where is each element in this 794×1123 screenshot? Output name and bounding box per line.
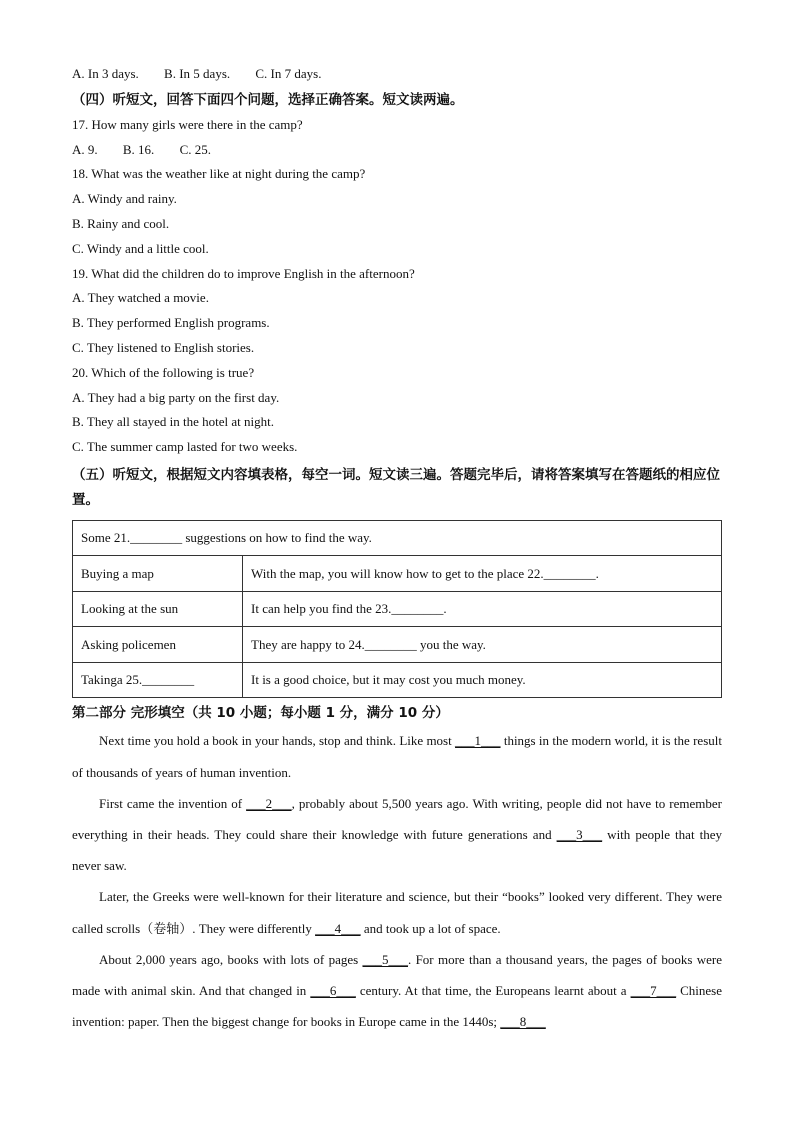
cloze-blank-7: ___7___ [630, 983, 677, 999]
q19-option-b: B. They performed English programs. [72, 315, 270, 331]
q18-option-c: C. Windy and a little cool. [72, 240, 209, 256]
passage-text: , probably about 5,500 years ago. With writing, people did not have to remember everything in their heads. They could share their knowledge with future generations and [72, 795, 722, 843]
passage-text: . For more than a thousand years, the pages of books were made with animal skin. And that changed in [72, 951, 722, 999]
cloze-blank-5: ___5___ [362, 951, 408, 967]
passage-text: century. At that time, the Europeans learnt about a [355, 983, 631, 999]
section5-heading: （五）听短文，根据短文内容填表格，每空一词。短文读三遍。答题完毕后，请将答案填写在答题纸的相应位置。 [72, 466, 720, 508]
passage-paragraph-1 [72, 725, 722, 787]
q18-option-b: B. Rainy and cool. [72, 215, 170, 231]
table-cell-left: Asking policemen [73, 627, 243, 663]
exam-page [72, 62, 722, 1037]
table-cell-right: They are happy to 24.________ you the way. [243, 627, 722, 663]
table-cell-right: It can help you find the 23.________. [243, 591, 722, 627]
passage-paragraph-3 [72, 881, 722, 943]
passage-text: Next time you hold a book in your hands, stop and think. Like most [99, 733, 456, 749]
cloze-blank-3: ___3___ [556, 827, 603, 843]
passage-text: Chinese invention: paper. Then the biggest change for books in Europe came in the 1440s; [72, 983, 722, 1030]
passage-text: and took up a lot of space. [360, 920, 501, 936]
passage-text: First came the invention of [99, 795, 247, 811]
fill-in-table [72, 520, 722, 699]
cloze-blank-4: ___4___ [315, 920, 361, 936]
cloze-blank-8: ___8___ [500, 1014, 546, 1030]
table-header-cell: Some 21.________ suggestions on how to find the way. [73, 520, 722, 556]
q20-option-b: B. They all stayed in the hotel at night. [72, 414, 274, 430]
q17-option-a: A. 9. [72, 141, 98, 157]
passage-text: Later, the Greeks were well-known for their literature and science, but their “books” looked very different. They were called scrolls（卷轴）. They were differently [72, 889, 722, 936]
q17-question: 17. How many girls were there in the camp? [72, 116, 303, 132]
q16-option-a: A. In 3 days. [72, 66, 139, 81]
q19-option-a: A. They watched a movie. [72, 290, 209, 306]
cloze-blank-6: ___6___ [310, 983, 356, 999]
q17-options [72, 138, 722, 163]
section4-heading: （四）听短文，回答下面四个问题，选择正确答案。短文读两遍。 [72, 91, 464, 108]
table-cell-right: It is a good choice, but it may cost you much money. [243, 662, 722, 698]
cloze-blank-1: ___1___ [455, 733, 501, 749]
table-header-row [73, 520, 722, 556]
passage-text: About 2,000 years ago, books with lots of pages [99, 951, 363, 967]
cloze-blank-2: ___2___ [246, 795, 292, 811]
q19-option-c: C. They listened to English stories. [72, 339, 255, 355]
q16-options [72, 62, 722, 87]
table-cell-left: Takinga 25.________ [73, 662, 243, 698]
q18-option-a: A. Windy and rainy. [72, 191, 177, 207]
q16-option-c: C. In 7 days. [255, 66, 322, 81]
q17-option-b: B. 16. [122, 141, 155, 157]
part2-heading: 第二部分 完形填空（共 10 小题；每小题 1 分，满分 10 分） [72, 705, 449, 722]
q19-question: 19. What did the children do to improve English in the afternoon? [72, 265, 415, 281]
passage-text: things in the modern world, it is the result of thousands of years of human invention. [72, 733, 722, 780]
q17-option-c: C. 25. [179, 141, 211, 157]
q20-option-a: A. They had a big party on the first day. [72, 389, 280, 405]
table-row [73, 662, 722, 698]
passage-paragraph-4 [72, 944, 722, 1038]
passage-paragraph-2 [72, 788, 722, 882]
table-cell-left: Looking at the sun [73, 591, 243, 627]
table-row [73, 556, 722, 592]
q20-question: 20. Which of the following is true? [72, 364, 255, 380]
table-cell-left: Buying a map [73, 556, 243, 592]
q20-option-c: C. The summer camp lasted for two weeks. [72, 439, 298, 455]
q18-question: 18. What was the weather like at night during the camp? [72, 166, 366, 182]
table-row [73, 627, 722, 663]
table-cell-right: With the map, you will know how to get to the place 22.________. [243, 556, 722, 592]
table-row [73, 591, 722, 627]
passage-text: with people that they never saw. [72, 827, 722, 874]
q16-option-b: B. In 5 days. [164, 66, 231, 81]
